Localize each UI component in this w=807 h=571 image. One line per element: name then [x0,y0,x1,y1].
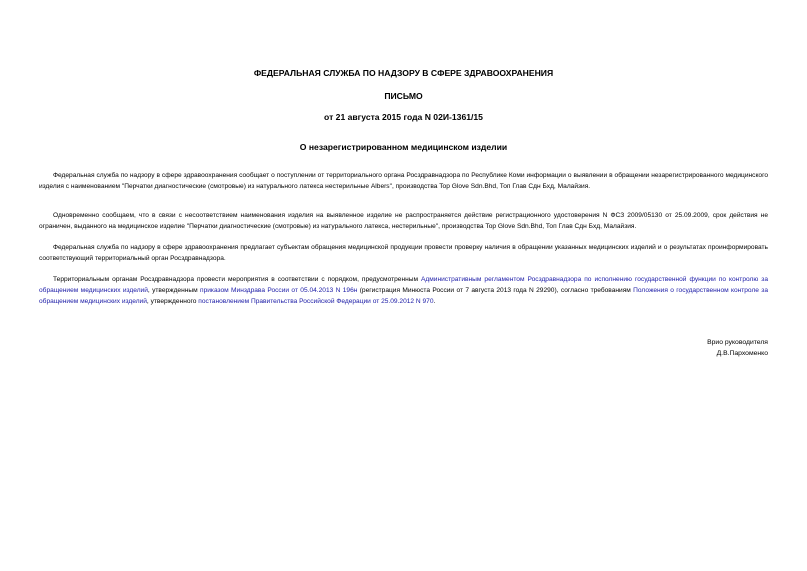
paragraph-4-text-2: , утвержденным [147,287,200,294]
ministry-order-link[interactable]: приказом Минздрава России от 05.04.2013 N 196н [200,287,358,294]
paragraph-4-text-3: (регистрация Минюста России от 7 августа 2013 года N 29290), согласно требованиям [357,287,634,294]
paragraph-4-text-4: , утвержденного [146,298,199,305]
admin-regulation-link[interactable]: Административным регламентом Росздравнадзора по исполнению государственной функции по контролю за обращением медицинских изделий [39,276,768,294]
paragraph-2: Одновременно сообщаем, что в связи с несоответствием наименования изделия на выявленное изделие не распространяется действие регистрационного удостоверения N ФСЗ 2009/05130 от 25.09.2009, срок действия не ограничен, выданного на медицинское изделие "Перчатки диагностические (смотровые) из натурального латекса, нестерильные", производства Top Glove Sdn.Bhd, Топ Глав Сдн Бхд, Малайзия. [39,212,768,230]
paragraph-3: Федеральная служба по надзору в сфере здравоохранения предлагает субъектам обращения медицинской продукции провести проверку наличия в обращении указанных медицинских изделий и о результатах проинформировать соответствующий территориальный орган Росздравнадзора. [39,244,768,262]
document-type: ПИСЬМО [384,91,423,101]
paragraph-4-text-5: . [433,298,436,305]
government-resolution-link[interactable]: постановлением Правительства Российской Федерации от 25.09.2012 N 970 [198,298,434,305]
paragraph-4-text-1: Территориальным органам Росздравнадзора провести мероприятия в соответствии с порядком, предусмотренным [53,276,421,283]
signature-name: Д.В.Пархоменко [716,350,768,357]
document-date-number: от 21 августа 2015 года N 02И-1361/15 [324,112,483,122]
paragraph-1: Федеральная служба по надзору в сфере здравоохранения сообщает о поступлении от территориального органа Росздравнадзора по Республике Коми информации о выявлении в обращении незарегистрированного медицинского изделия с наименованием "Перчатки диагностические (смотровые) из натурального латекса нестерильные Albers", производства Top Glove Sdn.Bhd, Топ Глав Сдн Бхд, Малайзия. [39,172,768,190]
state-control-regulation-link[interactable]: Положения о государственном контроле за обращением медицинских изделий [39,287,769,305]
document-subject: О незарегистрированном медицинском изделии [299,142,508,152]
paragraph-4 [39,274,768,307]
signature-title: Врио руководителя [707,339,768,346]
agency-title: ФЕДЕРАЛЬНАЯ СЛУЖБА ПО НАДЗОРУ В СФЕРЕ ЗДРАВООХРАНЕНИЯ [253,68,554,78]
